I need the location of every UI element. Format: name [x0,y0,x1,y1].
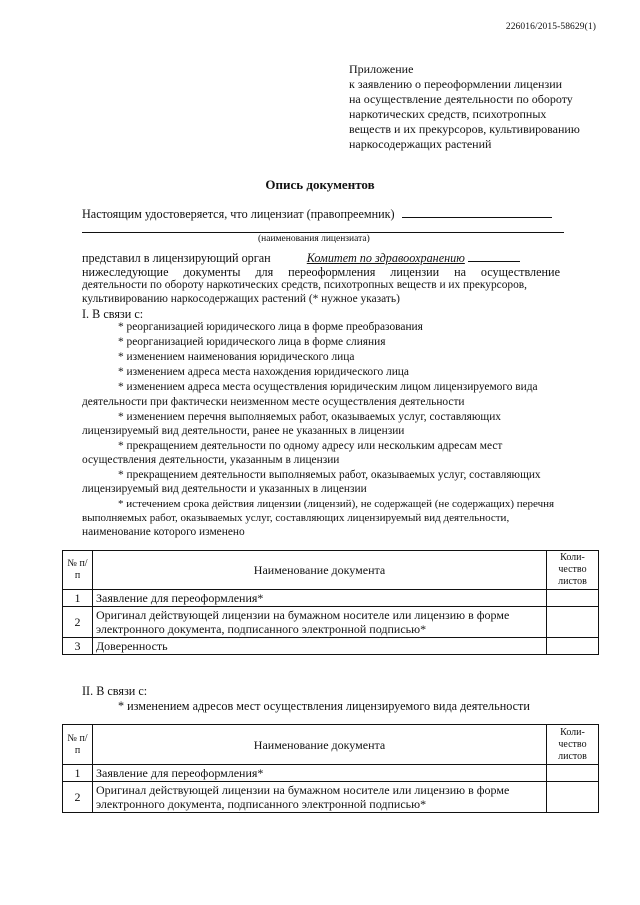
section1-item: лицензируемый вид деятельности и указанных в лицензии [82,483,367,495]
appendix-line: наркосодержащих растений [349,137,492,151]
table-header-row [63,551,599,590]
appendix-line: наркотических средств, психотропных [349,107,547,121]
section1-heading: I. В связи с: [82,307,144,321]
section1-item: деятельности при фактически неизменном месте осуществления деятельности [82,396,465,408]
certify-text: Настоящим удостоверяется, что лицензиат (правопреемник) [82,207,395,221]
certify-line [82,205,552,222]
table-header-row [63,725,599,765]
table-row [63,607,599,638]
row-qty [547,782,599,813]
intro-body-line: деятельности по обороту наркотических средств, психотропных веществ и их прекурсоров, [82,279,528,291]
col-header-num: № п/п [63,725,93,765]
licensee-caption: (наименования лицензиата) [258,234,370,244]
documents-table-1 [62,550,599,655]
row-qty [547,638,599,655]
appendix-line: веществ и их прекурсоров, культивированию [349,122,580,136]
licensee-name-line [82,232,564,233]
table-row [63,590,599,607]
intro-body-line: культивированию наркосодержащих растений (* нужное указать) [82,293,400,305]
row-num: 3 [63,638,93,655]
table-row [63,638,599,655]
section1-item: * изменением адреса места осуществления юридическим лицом лицензируемого вида [118,381,538,393]
appendix-block [349,62,599,152]
col-header-qty: Коли- чество листов [547,551,599,590]
presented-text: представил в лицензирующий орган [82,251,271,265]
section1-item: * изменением перечня выполняемых работ, оказываемых услуг, составляющих [118,411,501,423]
section1-item: * реорганизацией юридического лица в форме слияния [118,336,386,348]
row-qty [547,607,599,638]
row-doc-name: Заявление для переоформления* [93,590,547,607]
appendix-line: на осуществление деятельности по обороту [349,92,573,106]
col-header-name: Наименование документа [93,725,547,765]
licensee-blank [402,205,552,218]
row-num: 1 [63,590,93,607]
row-qty [547,590,599,607]
section1-item: лицензируемый вид деятельности, ранее не указанных в лицензии [82,425,405,437]
section1-item: * реорганизацией юридического лица в форме преобразования [118,321,423,333]
col-header-num: № п/п [63,551,93,590]
section1-item: наименование которого изменено [82,526,245,538]
appendix-line: Приложение [349,62,414,76]
row-doc-name: Оригинал действующей лицензии на бумажном носителе или лицензию в форме электронного документа, подписанного электронной подписью* [93,782,547,813]
row-doc-name: Оригинал действующей лицензии на бумажном носителе или лицензию в форме электронного документа, подписанного электронной подписью* [93,607,547,638]
section1-item: * прекращением деятельности по одному адресу или нескольким адресам мест [118,440,503,452]
section2-item: * изменением адресов мест осуществления лицензируемого вида деятельности [118,699,530,713]
section2-heading: II. В связи с: [82,684,148,698]
section1-item: осуществления деятельности, указанным в лицензии [82,454,340,466]
table-row [63,765,599,782]
document-number: 226016/2015-58629(1) [505,22,596,32]
col-header-name: Наименование документа [93,551,547,590]
intro-body-line: нижеследующие документы для переоформления лицензии на осуществление [82,265,560,279]
row-doc-name: Заявление для переоформления* [93,765,547,782]
row-qty [547,765,599,782]
presented-line [82,249,520,266]
row-num: 2 [63,607,93,638]
col-header-qty: Коли- чество листов [547,725,599,765]
appendix-line: к заявлению о переоформлении лицензии [349,77,563,91]
row-num: 2 [63,782,93,813]
table-row [63,782,599,813]
row-doc-name: Доверенность [93,638,547,655]
section1-item: * истечением срока действия лицензии (лицензий), не содержащей (не содержащих) перечня [118,498,555,510]
row-num: 1 [63,765,93,782]
section1-item: * изменением наименования юридического лица [118,351,355,363]
section1-item: * прекращением деятельности выполняемых работ, оказываемых услуг, составляющих [118,469,541,481]
authority-blank [468,249,520,262]
document-title: Опись документов [265,177,375,192]
documents-table-2 [62,724,599,813]
section1-item: выполняемых работ, оказываемых услуг, составляющих лицензируемый вид деятельности, [82,512,510,524]
section1-item: * изменением адреса места нахождения юридического лица [118,366,409,378]
licensing-authority: Комитет по здравоохранению [306,251,465,265]
